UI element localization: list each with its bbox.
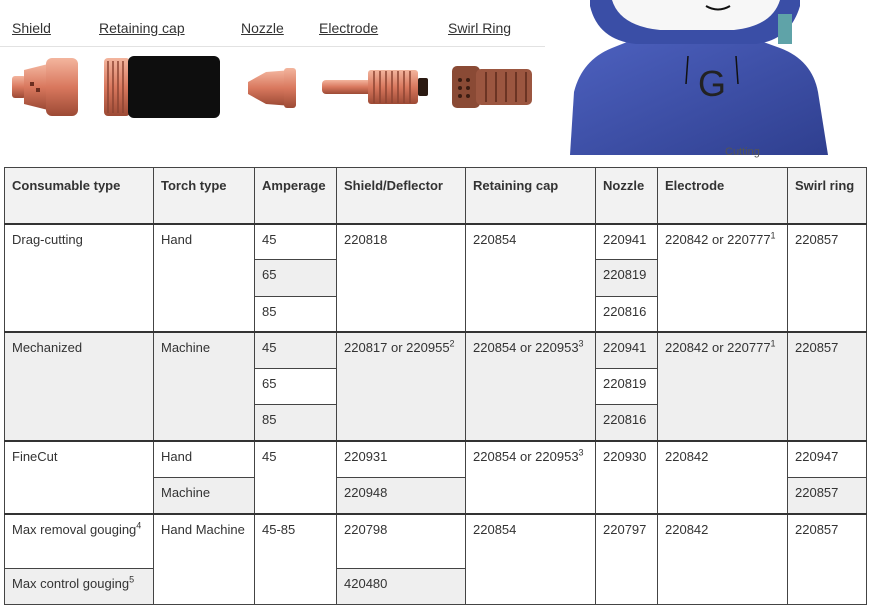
consumables-table bbox=[4, 167, 867, 605]
cell-amperage: 85 bbox=[255, 296, 337, 332]
cell-torch-type: Machine bbox=[154, 477, 255, 513]
cell-swirl-ring: 220947 bbox=[788, 441, 867, 477]
cell-nozzle: 220816 bbox=[596, 405, 658, 441]
table-row bbox=[5, 224, 867, 260]
header-electrode: Electrode bbox=[658, 168, 788, 224]
cell-swirl-ring: 220857 bbox=[788, 224, 867, 333]
table-header-row bbox=[5, 168, 867, 224]
cell-amperage: 85 bbox=[255, 405, 337, 441]
cell-shield: 220798 bbox=[337, 514, 466, 568]
cutting-label: Cutting bbox=[725, 146, 760, 158]
cell-shield: 220818 bbox=[337, 224, 466, 333]
cell-amperage: 45 bbox=[255, 224, 337, 260]
electrode-part-image[interactable] bbox=[322, 70, 430, 104]
cell-consumable-type: Max control gouging$^5$ bbox=[5, 568, 154, 604]
cell-amperage: 45-85 bbox=[255, 514, 337, 605]
nozzle-part-image[interactable] bbox=[246, 68, 298, 108]
cell-nozzle: 220819 bbox=[596, 260, 658, 296]
swirl-ring-part-image[interactable] bbox=[452, 66, 534, 108]
cell-shield: 420480 bbox=[337, 568, 466, 604]
cell-consumable-type: Max removal gouging$^4$ bbox=[5, 514, 154, 568]
cell-electrode: 220842 or 220777$^1$ bbox=[658, 224, 788, 333]
cell-torch-type: Hand Machine bbox=[154, 514, 255, 605]
header-nozzle: Nozzle bbox=[596, 168, 658, 224]
cell-nozzle: 220797 bbox=[596, 514, 658, 605]
tab-retaining-cap[interactable]: Retaining cap bbox=[99, 20, 185, 36]
cell-amperage: 45 bbox=[255, 332, 337, 368]
header-consumable-type: Consumable type bbox=[5, 168, 154, 224]
cell-consumable-type: Drag-cutting bbox=[5, 224, 154, 333]
header-swirl-ring: Swirl ring bbox=[788, 168, 867, 224]
cell-nozzle: 220941 bbox=[596, 332, 658, 368]
cell-amperage: 65 bbox=[255, 369, 337, 405]
mascot-image bbox=[560, 0, 832, 155]
cell-swirl-ring: 220857 bbox=[788, 332, 867, 441]
cell-torch-type: Hand bbox=[154, 441, 255, 477]
cell-swirl-ring: 220857 bbox=[788, 514, 867, 605]
tab-swirl-ring[interactable]: Swirl Ring bbox=[448, 20, 512, 36]
cell-nozzle: 220816 bbox=[596, 296, 658, 332]
header-torch-type: Torch type bbox=[154, 168, 255, 224]
tab-nozzle[interactable]: Nozzle bbox=[241, 20, 284, 36]
cell-amperage: 45 bbox=[255, 441, 337, 514]
cell-electrode: 220842 or 220777$^1$ bbox=[658, 332, 788, 441]
cell-consumable-type: Mechanized bbox=[5, 332, 154, 441]
cell-torch-type: Machine bbox=[154, 332, 255, 441]
table-row bbox=[5, 332, 867, 368]
header-amperage: Amperage bbox=[255, 168, 337, 224]
tab-electrode[interactable]: Electrode bbox=[319, 20, 379, 36]
cell-retaining-cap: 220854 or 220953$^3$ bbox=[466, 332, 596, 441]
mascot-hoodie-letter: G bbox=[697, 63, 727, 104]
header-shield: Shield/Deflector bbox=[337, 168, 466, 224]
cell-amperage: 65 bbox=[255, 260, 337, 296]
shield-part-image[interactable] bbox=[10, 56, 82, 118]
cell-torch-type: Hand bbox=[154, 224, 255, 333]
cell-swirl-ring: 220857 bbox=[788, 477, 867, 513]
cell-electrode: 220842 bbox=[658, 441, 788, 514]
cell-nozzle: 220941 bbox=[596, 224, 658, 260]
cell-retaining-cap: 220854 bbox=[466, 514, 596, 605]
consumable-tabs bbox=[0, 0, 545, 47]
cell-nozzle: 220930 bbox=[596, 441, 658, 514]
cell-consumable-type: FineCut bbox=[5, 441, 154, 514]
cell-nozzle: 220819 bbox=[596, 369, 658, 405]
table-row bbox=[5, 514, 867, 568]
cell-shield: 220948 bbox=[337, 477, 466, 513]
retaining-cap-part-image[interactable] bbox=[104, 55, 221, 118]
cell-retaining-cap: 220854 bbox=[466, 224, 596, 333]
table-row bbox=[5, 441, 867, 477]
cell-shield: 220931 bbox=[337, 441, 466, 477]
cell-shield: 220817 or 220955$^2$ bbox=[337, 332, 466, 441]
cell-electrode: 220842 bbox=[658, 514, 788, 605]
cell-retaining-cap: 220854 or 220953$^3$ bbox=[466, 441, 596, 514]
header-retaining-cap: Retaining cap bbox=[466, 168, 596, 224]
tab-shield[interactable]: Shield bbox=[12, 20, 51, 36]
